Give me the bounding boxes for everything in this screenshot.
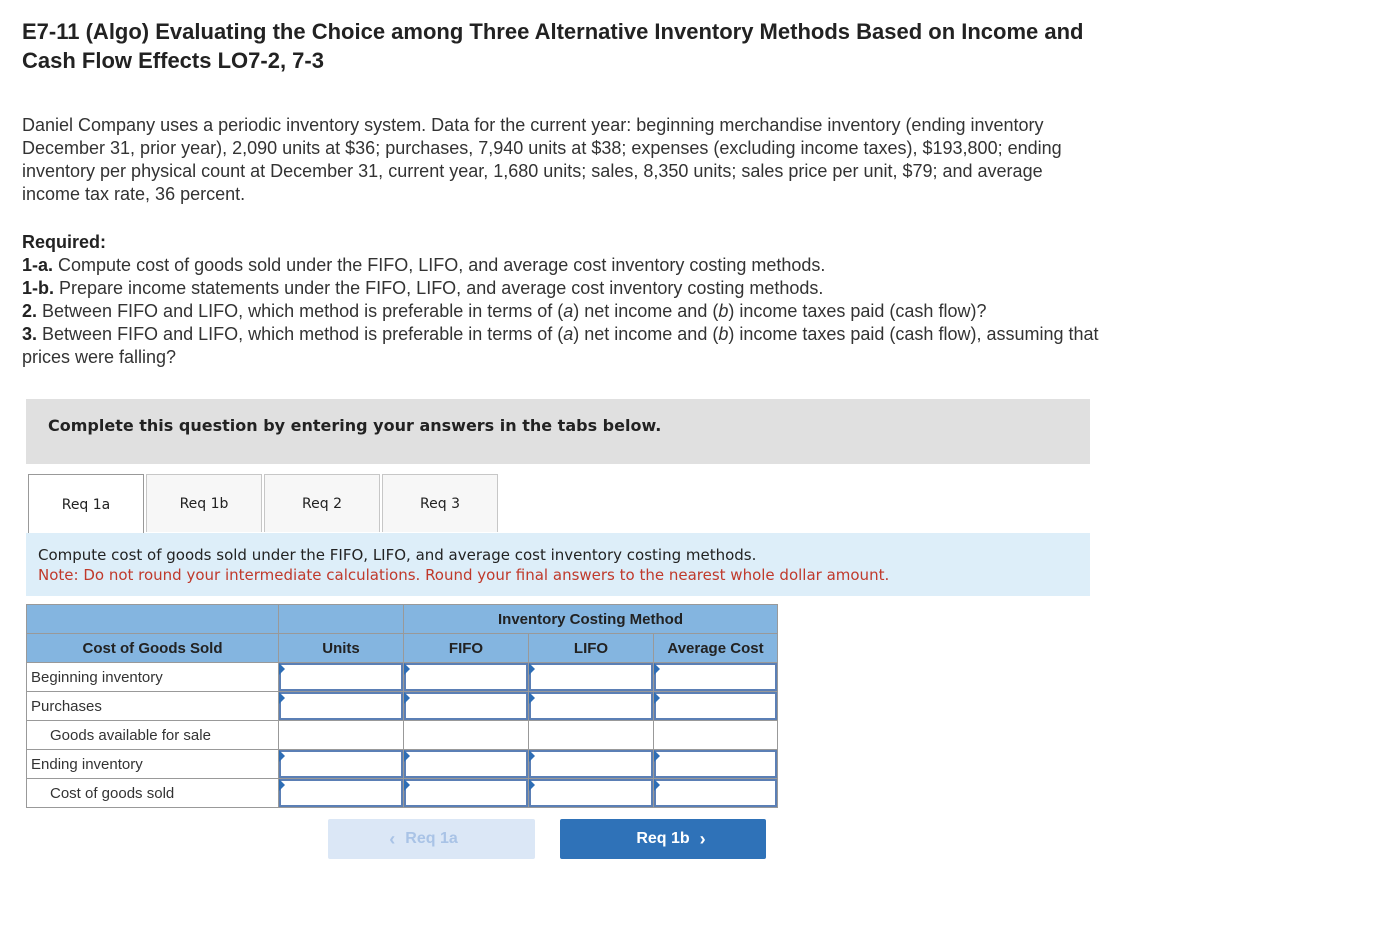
table-row: [27, 663, 778, 692]
cogs-table: [26, 604, 778, 808]
input-field[interactable]: [404, 692, 528, 720]
input-field[interactable]: [529, 692, 653, 720]
tab-req-2[interactable]: Req 2: [264, 474, 380, 532]
tab-bar: [26, 474, 1090, 534]
tab-req-1b[interactable]: Req 1b: [146, 474, 262, 532]
input-field[interactable]: [529, 663, 653, 691]
instruction-note: Note: Do not round your intermediate calculations. Round your final answers to the nearest whole dollar amount.: [38, 566, 890, 584]
intro-line-4: income tax rate, 36 percent.: [22, 184, 246, 204]
ending-inventory-units-input[interactable]: [279, 750, 404, 779]
purchases-fifo-input[interactable]: [404, 692, 529, 721]
intro-line-1: Daniel Company uses a periodic inventory system. Data for the current year: beginning merchandise inventory (ending inventory: [22, 115, 1044, 135]
instructions-banner: [26, 399, 1090, 464]
requirement-3-cont: prices were falling?: [22, 347, 177, 367]
input-field[interactable]: [654, 692, 777, 720]
row-label-ending-inventory: Ending inventory: [27, 750, 279, 779]
header-average-cost: Average Cost: [654, 634, 778, 663]
goods-available-average-cell: [654, 721, 778, 750]
header-fifo: FIFO: [404, 634, 529, 663]
banner-text: Complete this question by entering your answers in the tabs below.: [48, 416, 662, 435]
table-row: [27, 692, 778, 721]
header-blank: [27, 605, 279, 634]
prev-req-button[interactable]: [328, 819, 535, 859]
purchases-units-input[interactable]: [279, 692, 404, 721]
input-field[interactable]: [279, 779, 403, 807]
header-lifo: LIFO: [529, 634, 654, 663]
input-field[interactable]: [279, 692, 403, 720]
input-field[interactable]: [279, 750, 403, 778]
beginning-inventory-average-input[interactable]: [654, 663, 778, 692]
table-row: [27, 750, 778, 779]
beginning-inventory-lifo-input[interactable]: [529, 663, 654, 692]
prev-button-label: Req 1a: [405, 830, 458, 847]
input-field[interactable]: [654, 663, 777, 691]
input-field[interactable]: [404, 663, 528, 691]
beginning-inventory-fifo-input[interactable]: [404, 663, 529, 692]
intro-line-2: December 31, prior year), 2,090 units at $36; purchases, 7,940 units at $38; expenses (excluding income taxes), $193,800; ending: [22, 138, 1062, 158]
table-row: [27, 721, 778, 750]
goods-available-units-cell: [279, 721, 404, 750]
cogs-units-input[interactable]: [279, 779, 404, 808]
purchases-average-input[interactable]: [654, 692, 778, 721]
instruction-question: Compute cost of goods sold under the FIFO, LIFO, and average cost inventory costing methods.: [38, 546, 757, 564]
beginning-inventory-units-input[interactable]: [279, 663, 404, 692]
input-field[interactable]: [654, 750, 777, 778]
ending-inventory-average-input[interactable]: [654, 750, 778, 779]
purchases-lifo-input[interactable]: [529, 692, 654, 721]
input-field[interactable]: [529, 779, 653, 807]
next-button-label: Req 1b: [636, 830, 690, 847]
intro-line-3: inventory per physical count at December 31, current year, 1,680 units; sales, 8,350 units; sales price per unit, $79; and average: [22, 161, 1043, 181]
title-line-1: E7-11 (Algo) Evaluating the Choice among Three Alternative Inventory Methods Based on Income and: [22, 19, 1084, 44]
title-line-2: Cash Flow Effects LO7-2, 7-3: [22, 48, 324, 73]
next-req-button[interactable]: [560, 819, 766, 859]
ending-inventory-fifo-input[interactable]: [404, 750, 529, 779]
header-inventory-costing-method: Inventory Costing Method: [404, 605, 778, 634]
problem-description: [22, 114, 1172, 206]
chevron-left-icon: ‹: [389, 828, 396, 849]
header-blank-units: [279, 605, 404, 634]
row-label-purchases: Purchases: [27, 692, 279, 721]
goods-available-fifo-cell: [404, 721, 529, 750]
table-group-header-row: [27, 605, 778, 634]
required-heading: Required:: [22, 232, 107, 252]
row-label-goods-available: Goods available for sale: [27, 721, 279, 750]
requirement-2: 2. Between FIFO and LIFO, which method is preferable in terms of (a) net income and (b) income taxes paid (cash flow)?: [22, 301, 987, 321]
required-section: [22, 231, 1202, 369]
cogs-lifo-input[interactable]: [529, 779, 654, 808]
header-units: Units: [279, 634, 404, 663]
row-label-cost-of-goods-sold: Cost of goods sold: [27, 779, 279, 808]
table-row: [27, 779, 778, 808]
header-cost-of-goods-sold: Cost of Goods Sold: [27, 634, 279, 663]
problem-title: [22, 17, 1222, 75]
requirement-1a: 1-a. Compute cost of goods sold under the FIFO, LIFO, and average cost inventory costing methods.: [22, 255, 826, 275]
input-field[interactable]: [654, 779, 777, 807]
requirement-3: 3. Between FIFO and LIFO, which method is preferable in terms of (a) net income and (b) income taxes paid (cash flow), assuming that: [22, 324, 1099, 344]
tab-instructions: [26, 533, 1090, 596]
input-field[interactable]: [404, 750, 528, 778]
input-field[interactable]: [404, 779, 528, 807]
chevron-right-icon: ›: [699, 828, 706, 849]
tab-req-3[interactable]: Req 3: [382, 474, 498, 532]
ending-inventory-lifo-input[interactable]: [529, 750, 654, 779]
requirement-1b: 1-b. Prepare income statements under the FIFO, LIFO, and average cost inventory costing methods.: [22, 278, 824, 298]
cogs-average-input[interactable]: [654, 779, 778, 808]
row-label-beginning-inventory: Beginning inventory: [27, 663, 279, 692]
tab-req-1a[interactable]: Req 1a: [28, 474, 144, 534]
goods-available-lifo-cell: [529, 721, 654, 750]
input-field[interactable]: [279, 663, 403, 691]
cogs-fifo-input[interactable]: [404, 779, 529, 808]
table-column-header-row: [27, 634, 778, 663]
input-field[interactable]: [529, 750, 653, 778]
